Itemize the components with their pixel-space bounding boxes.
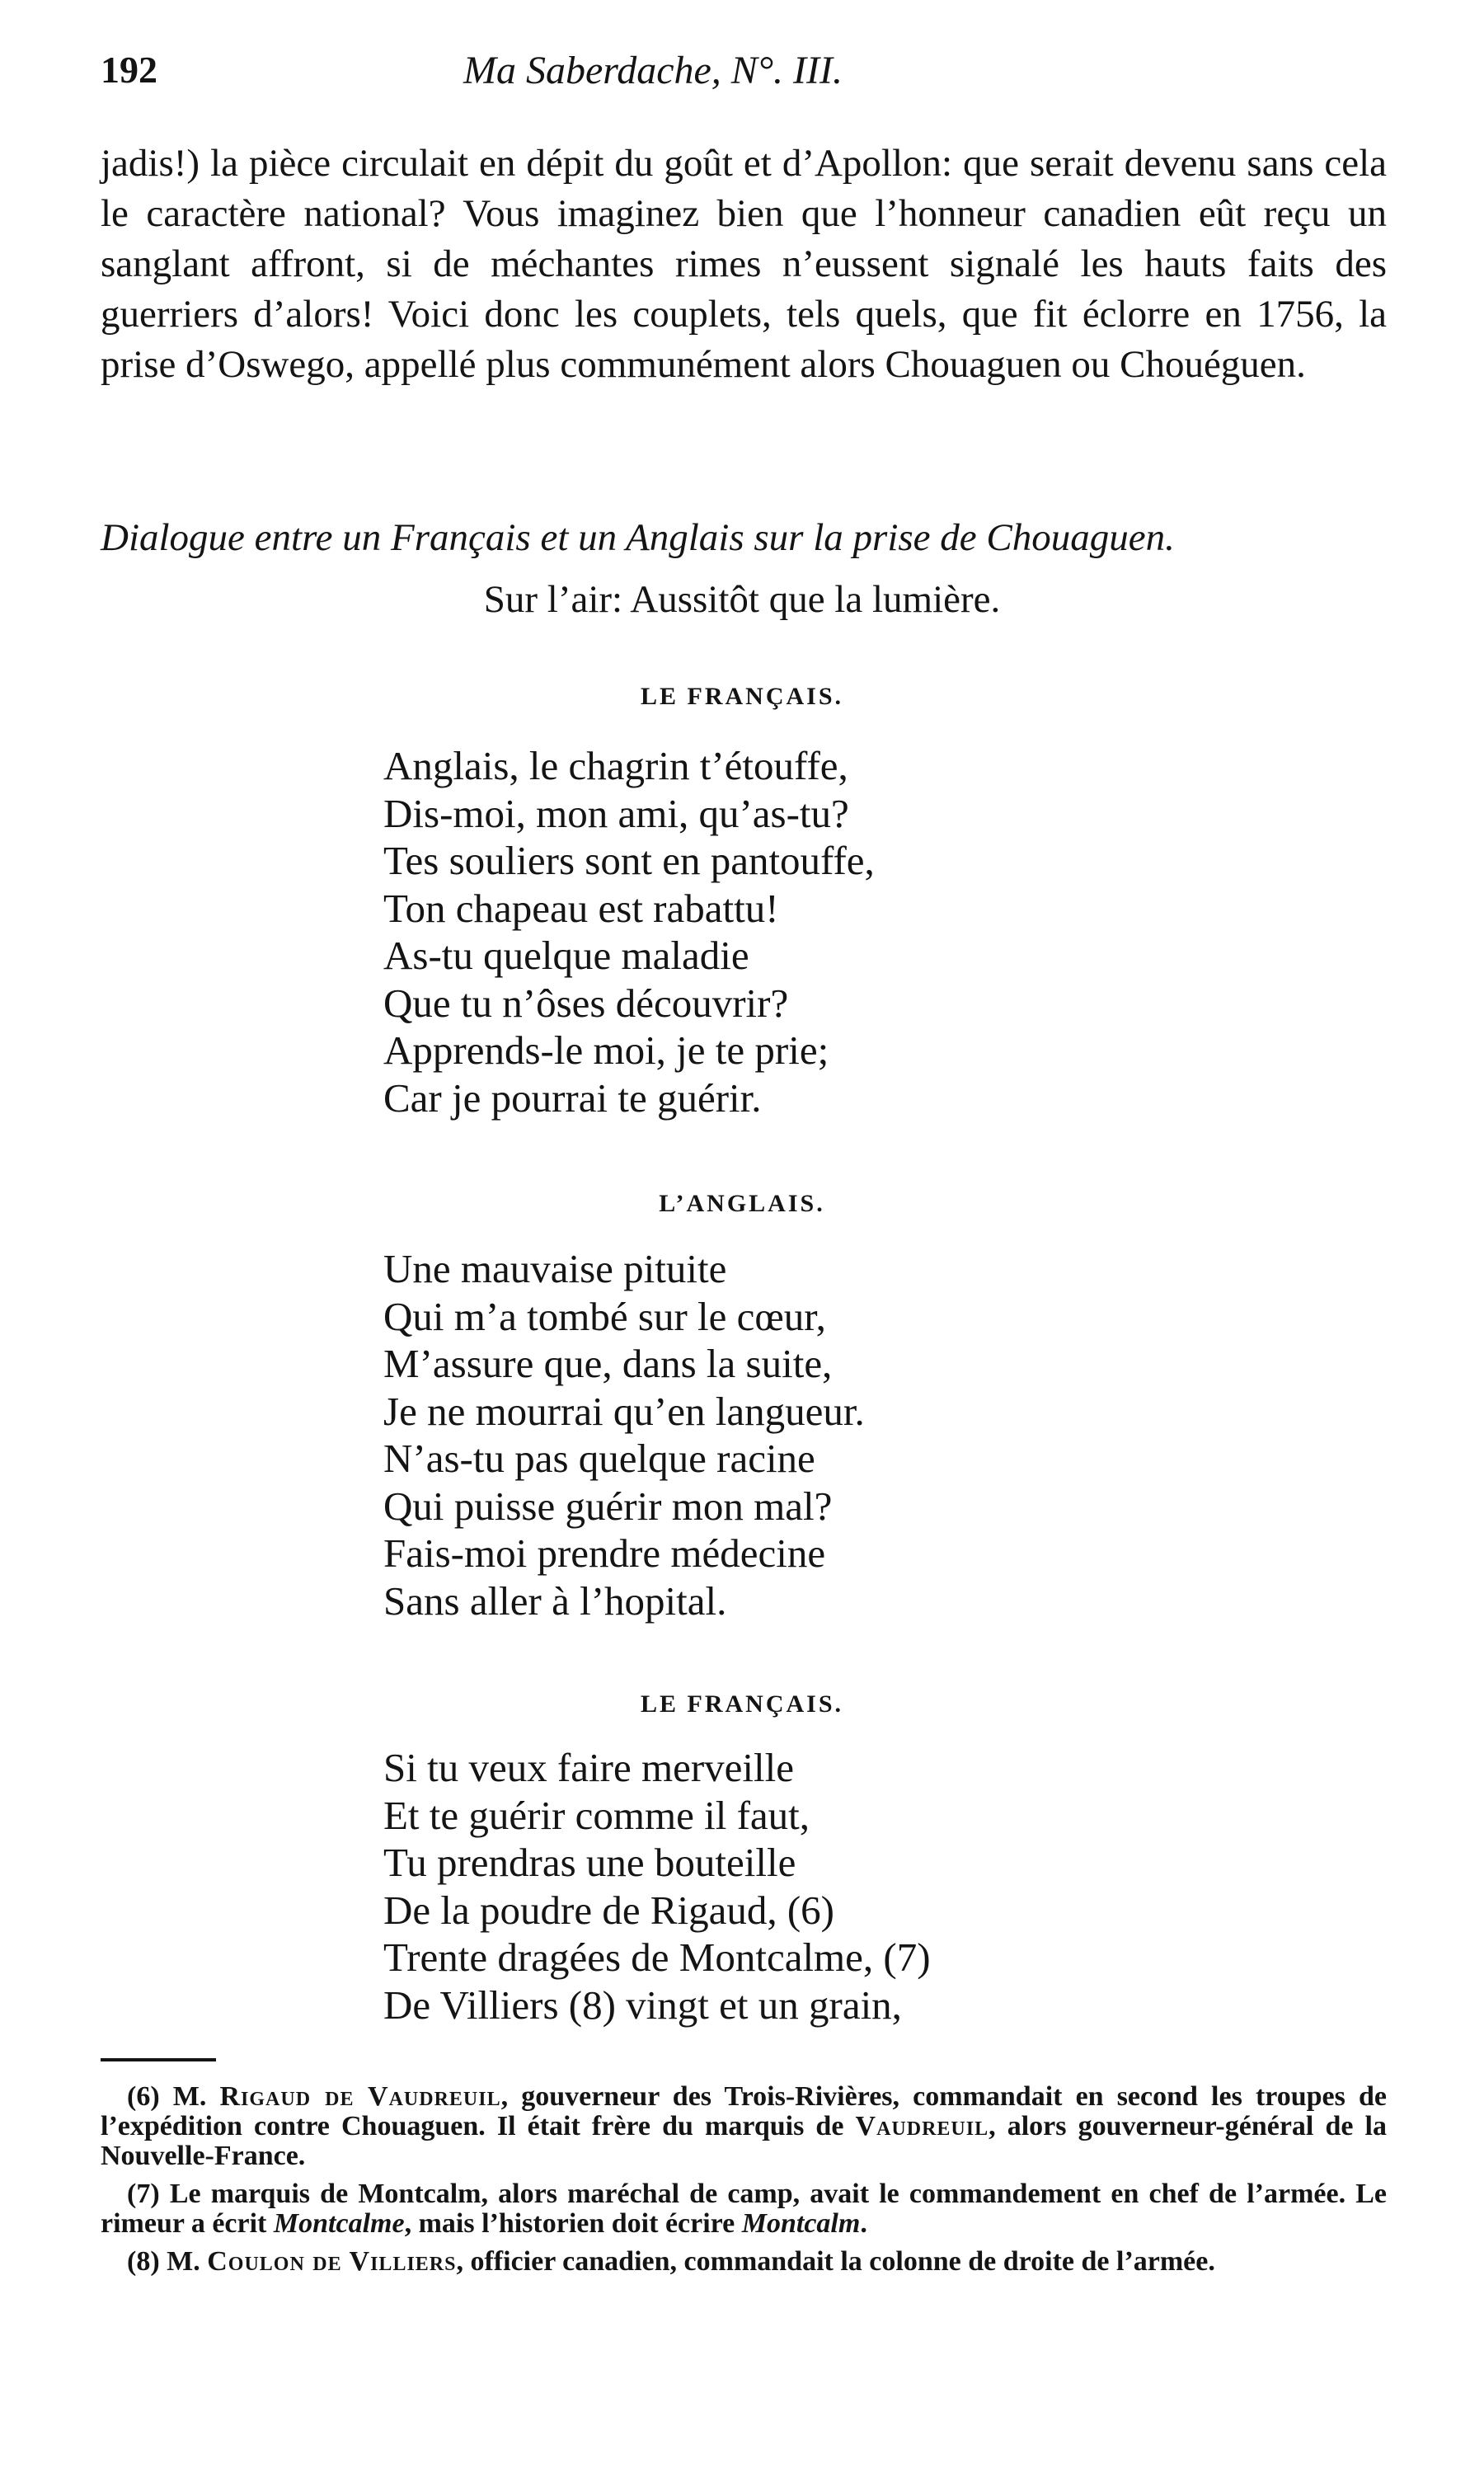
footnote-italic-word: Montcalm [741,2208,861,2239]
verse-line: Ton chapeau est rabattu! [383,885,779,931]
stanza-2 [383,1245,1208,1624]
footnote-mark: (8) [127,2246,160,2277]
verse-line: Qui puisse guérir mon mal? [383,1483,833,1529]
running-title: Ma Saberdache, N°. III. [463,49,843,92]
verse-line: M’assure que, dans la suite, [383,1341,833,1386]
verse-line: Dis-moi, mon ami, qu’as-tu? [383,790,849,836]
verse-line: Car je pourrai te guérir. [383,1074,762,1121]
footnote-6 [101,2082,1387,2171]
footnote-text: , alors gouverneur-général de la Nouvelle-France. [101,2111,1388,2171]
footnote-7 [101,2179,1387,2239]
footnote-mark: (6) [127,2081,160,2112]
speaker-label: L’ANGLAIS. [659,1190,825,1217]
verse-line: N’as-tu pas quelque racine [383,1436,815,1481]
footnote-8 [101,2247,1387,2277]
verse-line: Je ne mourrai qu’en langueur. [383,1388,865,1434]
verse-line: As-tu quelque maladie [383,933,749,978]
stanza-1 [383,742,1208,1121]
footnote-name: Rigaud de Vaudreuil [219,2081,501,2112]
verse-line: De Villiers (8) vingt et un grain, [383,1981,902,2028]
footnote-name: Vaudreuil [855,2111,989,2141]
verse-line: Anglais, le chagrin t’étouffe, [383,743,848,788]
footnote-italic-word: Montcalme [273,2208,405,2239]
footnote-text: , mais l’historien doit écrire [404,2208,742,2239]
song-title: Dialogue entre un Français et un Anglais sur la prise de Chouaguen. [101,516,1175,559]
stanza-3 [383,1744,1208,2028]
intro-paragraph: jadis!) la pièce circulait en dépit du goût et d’Apollon: que serait devenu sans cela le caractère national? Vous imaginez bien que l’honneur canadien eût reçu un sanglant affront, si de méchantes rimes n’eussent signalé les hauts faits des guerriers d’alors! Voici donc les couplets, tels quels, que fit éclorre en 1756, la prise d’Oswego, appellé plus communément alors Chouaguen ou Chouéguen. [101,142,1387,386]
footnote-mark: (7) [127,2179,160,2209]
page-header [101,48,1387,106]
verse-line: De la poudre de Rigaud, (6) [383,1887,834,1933]
footnote-rule [101,2058,216,2061]
verse-line: Trente dragées de Montcalme, (7) [383,1934,931,1980]
footnote-text: , gouverneur des Trois-Rivières, commandait en second les troupes de l’expédition contre Chouaguen. Il était frère du marquis de [101,2081,1387,2141]
footnote-prefix: M. [172,2081,207,2112]
footnote-text: , officier canadien, commandait la colonne de droite de l’armée. [456,2246,1215,2277]
song-air: Sur l’air: Aussitôt que la lumière. [483,578,1001,621]
speaker-label: LE FRANÇAIS. [640,683,844,710]
intro-paragraph-block [101,139,1387,390]
page-number: 192 [101,49,157,91]
footnote-text: Le marquis de Montcalm, alors maréchal de camp, avait le commandement en chef de l’armée. Le rimeur a écrit [101,2179,1387,2239]
footnotes [101,2082,1387,2285]
verse-line: Une mauvaise pituite [383,1246,727,1291]
verse-line: Tu prendras une bouteille [383,1840,796,1885]
footnote-text: . [860,2208,867,2239]
verse-line: Que tu n’ôses découvrir? [383,980,789,1026]
footnote-name: Coulon de Villiers [207,2246,457,2277]
verse-line: Fais-moi prendre médecine [383,1530,826,1576]
verse-line: Et te guérir comme il faut, [383,1792,810,1838]
speaker-label: LE FRANÇAIS. [640,1690,844,1718]
verse-line: Qui m’a tombé sur le cœur, [383,1293,826,1339]
verse-line: Si tu veux faire merveille [383,1745,794,1790]
verse-line: Apprends-le moi, je te prie; [383,1027,829,1073]
verse-line: Sans aller à l’hopital. [383,1577,727,1624]
verse-line: Tes souliers sont en pantouffe, [383,838,875,883]
footnote-prefix: M. [167,2246,200,2277]
